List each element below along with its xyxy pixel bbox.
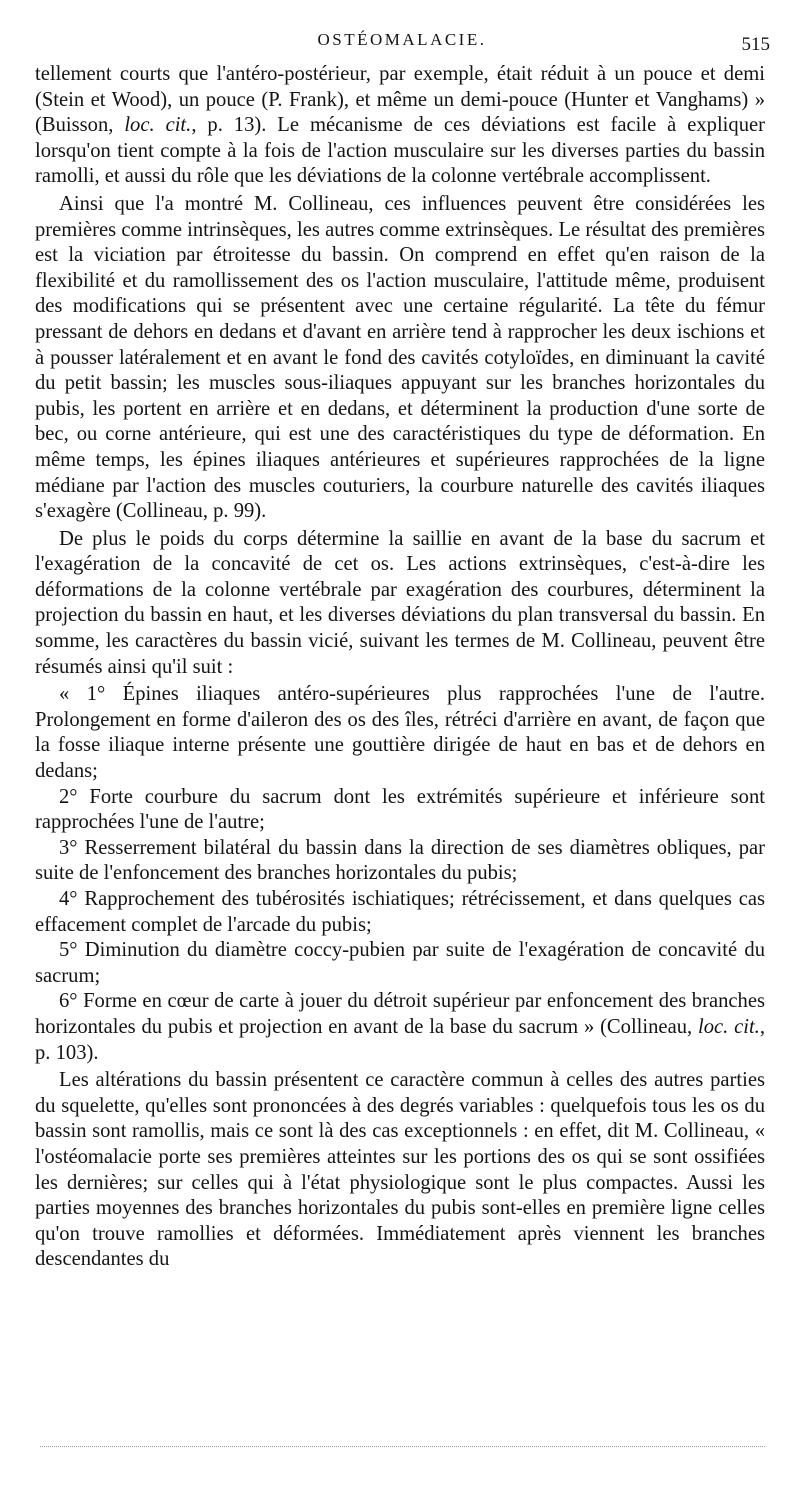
paragraph: Les altérations du bassin présentent ce caractère commun à celles des autres parties du squelette, qu'elles sont prononcées à des degrés variables : quelquefois tous les os du bassin sont ramollis, mais ce sont là des cas exceptionnels : en effet, dit M. Collineau, « l'ostéomalacie porte ses premières atteintes sur les portions des os qui se sont ossifiées les dernières; sur celles qui à l'état physiologique sont le plus compactes. Aussi les parties moyennes des branches horizontales du pubis sont-elles en première ligne celles qu'on trouve ramollies et déformées. Immédiatement après viennent les branches descendantes du [35, 1069, 765, 1271]
paragraph: Ainsi que l'a montré M. Collineau, ces influences peuvent être considérées les premières comme intrinsèques, les autres comme extrinsèques. Le résultat des premières est la viciation par étroitesse du bassin. On comprend en effet qu'en raison de la flexibilité et du ramollissement des os l'action musculaire, l'attitude même, produisent des modifications qui se présentent avec une certaine régularité. La tête du fémur pressant de dehors en dedans et d'avant en arrière tend à rapprocher les deux ischions et à pousser latéralement et en avant le fond des cavités cotyloïdes, en diminuant la cavité du petit bassin; les muscles sous-iliaques appuyant sur les branches horizontales du pubis, les portent en arrière et en dedans, et déterminent la production d'une sorte de bec, ou corne antérieure, qui est une des caractéristiques du type de déformation. En même temps, les épines iliaques antérieures et supérieures rapprochées de la ligne médiane par l'action des muscles couturiers, la courbure naturelle des cavités iliaques s'exagère (Collineau, p. 99). [35, 192, 765, 523]
paragraph: De plus le poids du corps détermine la saillie en avant de la base du sacrum et l'exagération de la concavité de cet os. Les actions extrinsèques, c'est-à-dire les déformations de la colonne vertébrale par exagération des courbures, déterminent la projection du bassin en haut, et les diverses déviations du plan transversal du bassin. En somme, les caractères du bassin vicié, suivant les termes de M. Collineau, peuvent être résumés ainsi qu'il suit : [35, 527, 765, 678]
paragraph-text: tellement courts que l'antéro-postérieur, par exemple, était réduit à un pouce et demi (Stein et Wood), un pouce (P. Frank), et même un demi-pouce (Hunter et Vanghams) » (Buisson, [35, 63, 765, 137]
list-item: 3° Resserrement bilatéral du bassin dans la direction de ses diamètres obliques, par suite de l'enfoncement des branches horizontales du pubis; [35, 836, 765, 885]
list-item: « 1° Épines iliaques antéro-supérieures plus rapprochées l'une de l'autre. Prolongement en forme d'aileron des os des îles, rétréci d'arrière en avant, de façon que la fosse iliaque interne présente une gouttière dirigée de haut en bas et de dehors en dedans; [35, 683, 765, 783]
paragraph-continuation [35, 62, 765, 190]
running-title: OSTÉOMALACIE. [317, 30, 487, 49]
list-item: 4° Rapprochement des tubérosités ischiatiques; rétrécissement, et dans quelques cas effacement complet de l'arcade du pubis; [35, 888, 765, 936]
body-text [35, 62, 765, 1273]
citation-italic: loc. cit. [124, 114, 192, 137]
paragraph-text: , p. 13). Le mécanisme de ces déviations est facile à expliquer lorsqu'on tient compte à la fois de l'action musculaire sur les diverses parties du bassin ramolli, et aussi du rôle que les déviations de la colonne vertébrale accomplissent. [35, 114, 765, 188]
page-number: 515 [741, 34, 770, 55]
citation-italic: loc. cit. [697, 1015, 760, 1038]
list-item: 5° Diminution du diamètre coccy-pubien par suite de l'exagération de concavité du sacrum; [35, 939, 765, 987]
paragraph-text: , p. 103). [35, 1015, 765, 1064]
running-head [34, 30, 770, 54]
paragraph-text: 6° Forme en cœur de carte à jouer du détroit supérieur par enfoncement des branches horizontales du pubis et projection en avant de la base du sacrum » (Collineau, [35, 990, 765, 1038]
footer-dotted-rule [40, 1446, 765, 1447]
list-item: 2° Forte courbure du sacrum dont les extrémités supérieure et inférieure sont rapprochées l'une de l'autre; [35, 785, 765, 834]
list-item [35, 989, 765, 1066]
